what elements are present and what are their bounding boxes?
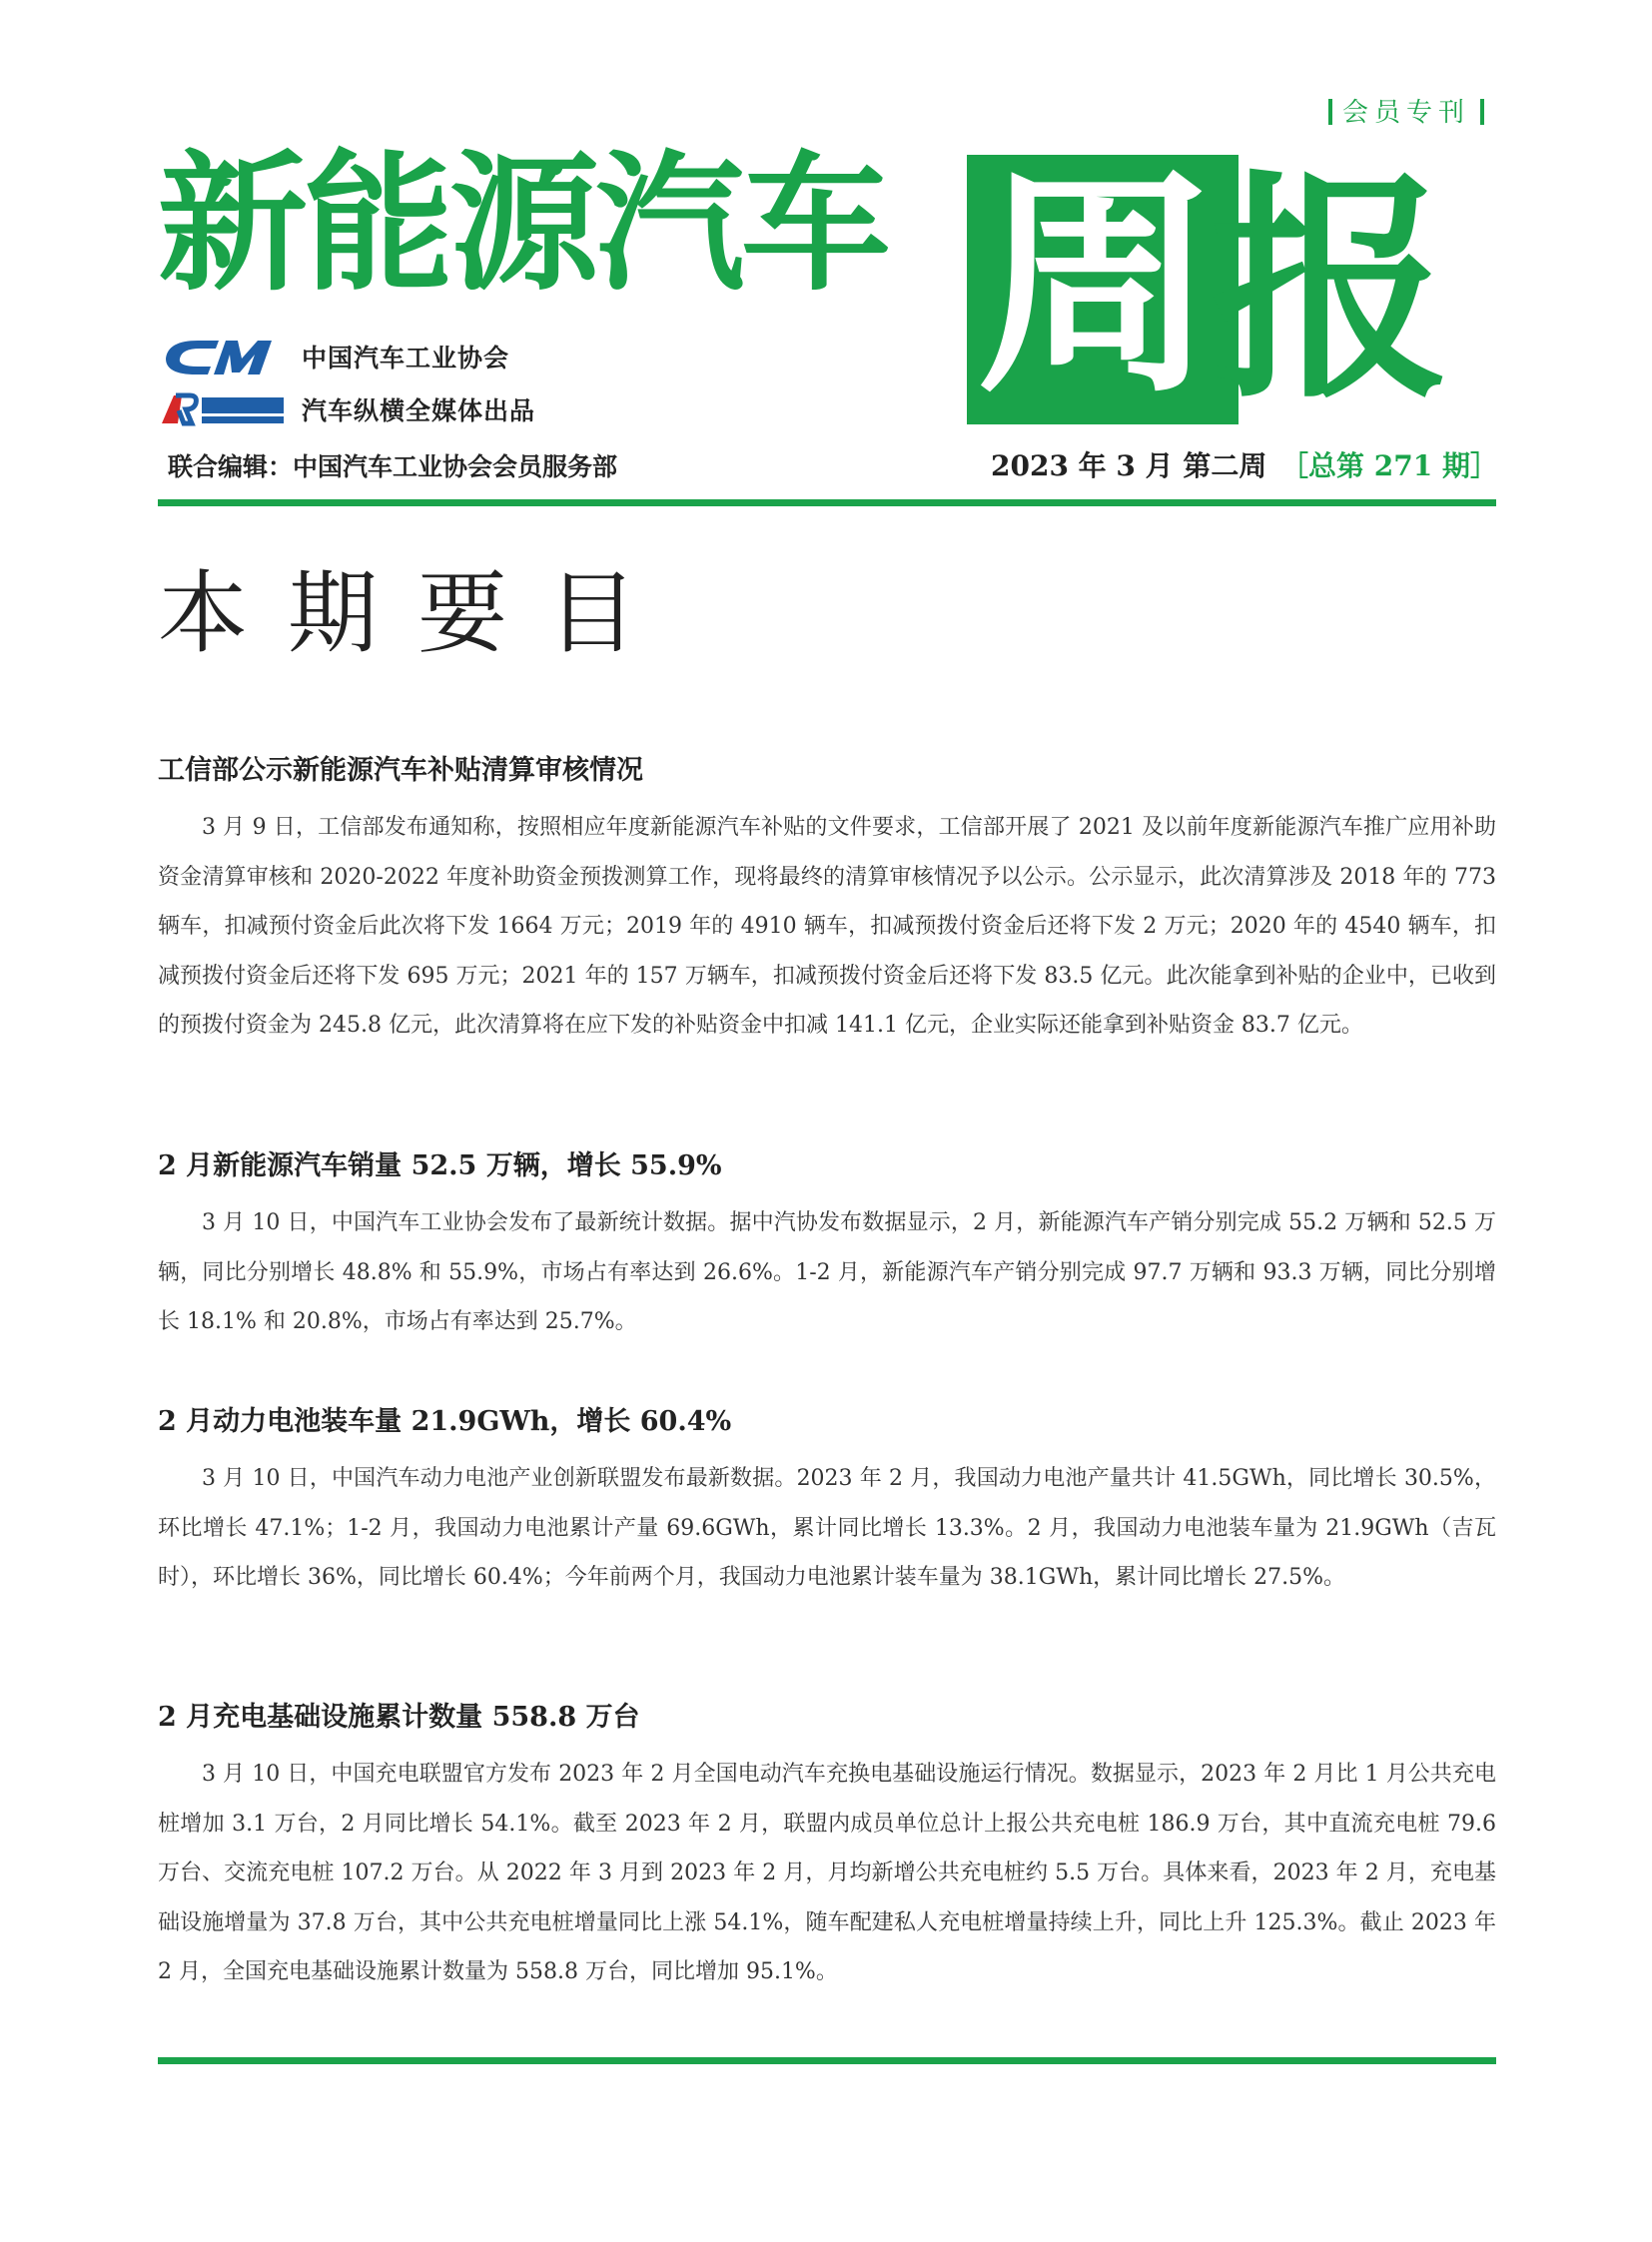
member-edition-label: 会员专刊 (1342, 98, 1471, 128)
weekly-char-zhou: 周 (977, 155, 1218, 424)
publisher-caam (158, 335, 509, 378)
weekly-char-bao: 报 (1211, 149, 1451, 430)
issue-number: ［总第 271 期］ (1280, 449, 1498, 482)
tag-bar-right (1480, 99, 1484, 125)
article-title: 工信部公示新能源汽车补贴清算审核情况 (158, 755, 643, 786)
article-battery-installs (158, 1402, 1496, 1603)
article-body: 3 月 10 日，中国充电联盟官方发布 2023 年 2 月全国电动汽车充换电基础设施运行情况。数据显示，2023 年 2 月比 1 月公共充电桩增加 3.1 万台，2 月同比增长 54.1%。截至 2023 年 2 月，联盟内成员单位总计上报公共充电桩 186.9 万台，其中直流充电桩 79.6 万台、交流充电桩 107.2 万台。从 2022 年 3 月到 2023 年 2 月，月均新增公共充电桩约 5.5 万台。具体来看，2023 年 2 月，充电基础设施增量为 37.8 万台，其中公共充电桩增量同比上涨 54.1%，随车配建私人充电桩增量持续上升，同比上升 125.3%。截止 2023 年 2 月，全国充电基础设施累计数量为 558.8 万台，同比增加 95.1%。 (158, 1762, 1496, 1984)
weekly-block (967, 155, 1239, 424)
tag-bar-left (1328, 99, 1332, 125)
article-title: 2 月动力电池装车量 21.9GWh，增长 60.4% (158, 1406, 732, 1437)
article-title: 2 月充电基础设施累计数量 558.8 万台 (158, 1702, 640, 1733)
top-divider (158, 499, 1496, 506)
cm-logo-icon (158, 335, 288, 378)
article-body: 3 月 9 日，工信部发布通知称，按照相应年度新能源汽车补贴的文件要求，工信部开展了 2021 及以前年度新能源汽车推广应用补助资金清算审核和 2020-2022 年度补助资金预拨测算工作，现将最终的清算审核情况予以公示。公示显示，此次清算涉及 2018 年的 773 辆车，扣减预付资金后此次将下发 1664 万元；2019 年的 4910 辆车，扣减预拨付资金后还将下发 2 万元；2020 年的 4540 辆车，扣减预拨付资金后还将下发 695 万元；2021 年的 157 万辆车，扣减预拨付资金后还将下发 83.5 亿元。此次能拿到补贴的企业中，已收到的预拨付资金为 245.8 亿元，此次清算将在应下发的补贴资金中扣减 141.1 亿元，企业实际还能拿到补贴资金 83.7 亿元。 (158, 815, 1496, 1038)
joint-editors: 联合编辑：中国汽车工业协会会员服务部 (168, 452, 618, 481)
bottom-divider (158, 2057, 1496, 2064)
section-title: 本期要目 (158, 561, 677, 666)
article-subsidy-audit (158, 751, 1496, 1051)
publisher-auto-review (158, 389, 535, 429)
publisher-auto-review-name: 汽车纵横全媒体出品 (302, 396, 536, 425)
publisher-caam-name: 中国汽车工业协会 (302, 344, 510, 373)
article-nev-sales (158, 1146, 1496, 1347)
issue-date: 2023 年 3 月 第二周 (991, 449, 1267, 482)
article-body: 3 月 10 日，中国汽车工业协会发布了最新统计数据。据中汽协发布数据显示，2 月，新能源汽车产销分别完成 55.2 万辆和 52.5 万辆，同比分别增长 48.8% 和 55.9%，市场占有率达到 26.6%。1-2 月，新能源汽车产销分别完成 97.7 万辆和 93.3 万辆，同比分别增长 18.1% 和 20.8%，市场占有率达到 25.7%。 (158, 1210, 1496, 1334)
auto-review-logo-icon (158, 389, 288, 429)
article-body: 3 月 10 日，中国汽车动力电池产业创新联盟发布最新数据。2023 年 2 月，我国动力电池产量共计 41.5GWh，同比增长 30.5%，环比增长 47.1%；1-2 月，我国动力电池累计产量 69.6GWh，累计同比增长 13.3%。2 月，我国动力电池装车量为 21.9GWh（吉瓦时），环比增长 36%，同比增长 60.4%；今年前两个月，我国动力电池累计装车量为 38.1GWh，累计同比增长 27.5%。 (158, 1466, 1496, 1590)
article-charging-infrastructure (158, 1698, 1496, 1997)
member-edition-tag (1318, 92, 1494, 129)
masthead-title: 新能源汽车 (158, 138, 888, 312)
article-title: 2 月新能源汽车销量 52.5 万辆，增长 55.9% (158, 1150, 722, 1181)
